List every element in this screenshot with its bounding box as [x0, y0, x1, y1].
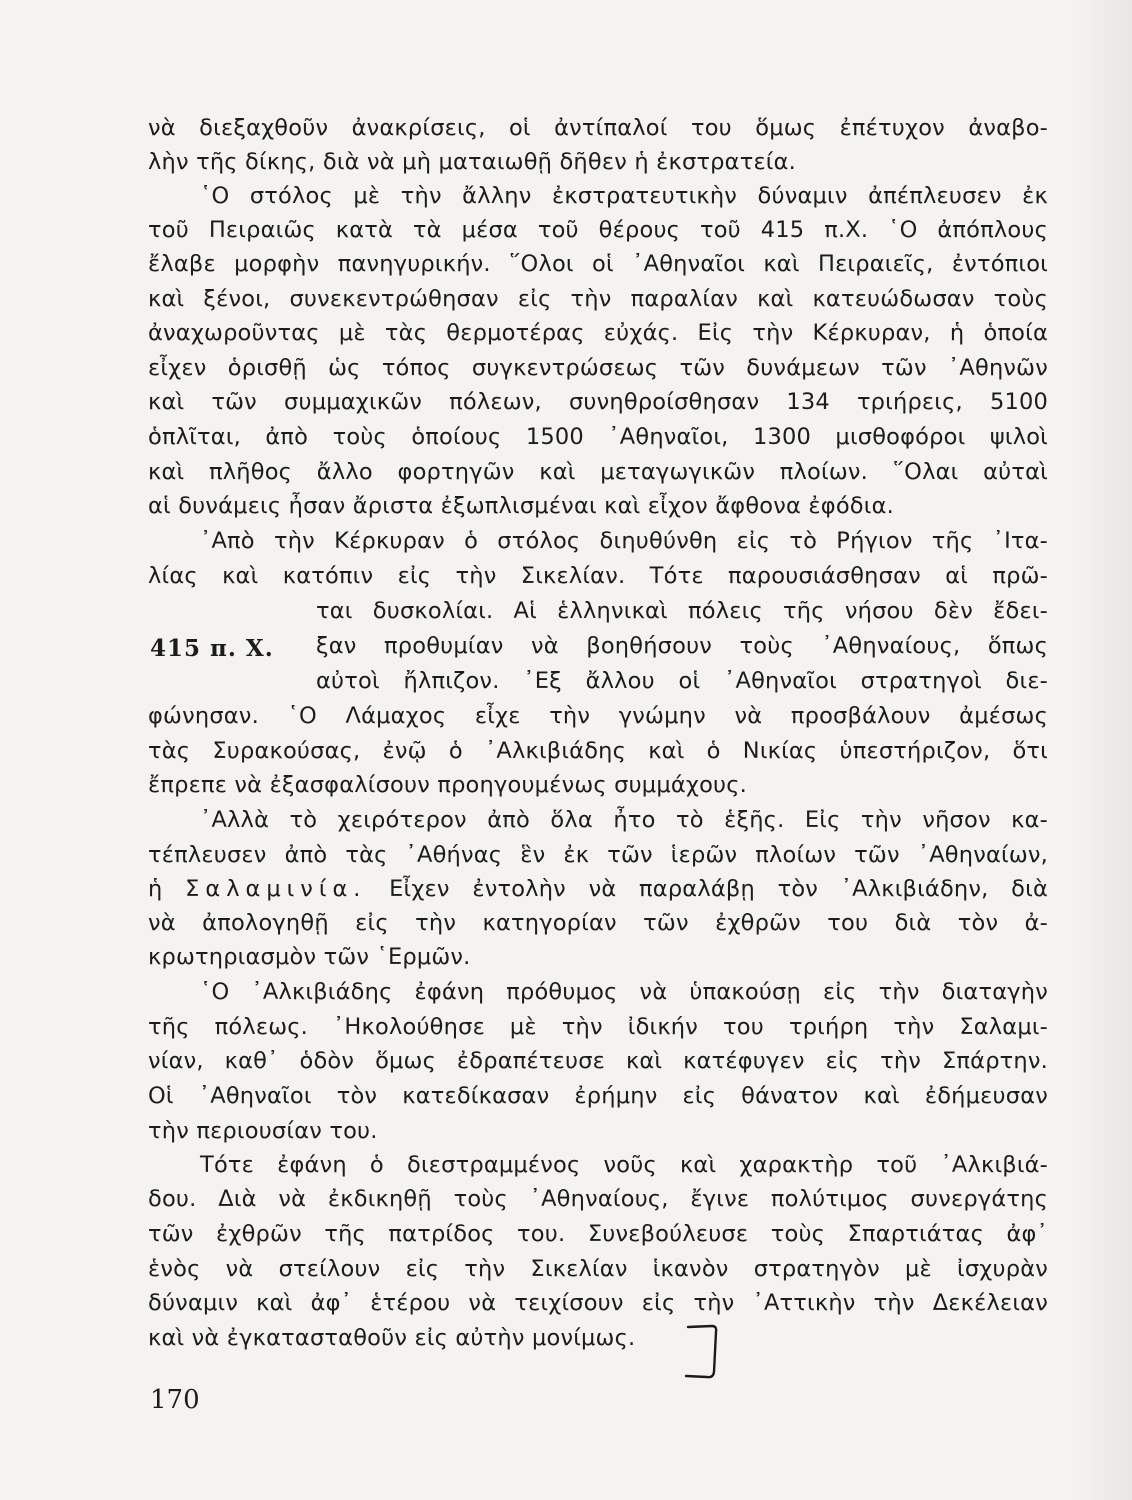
page-edge-shadow	[1072, 0, 1132, 1500]
text-line: τῆς πόλεως. ᾿Ηκολούθησε μὲ τὴν ἰδικήν του τριήρη τὴν Σαλαμι-	[148, 1014, 1048, 1040]
text-line: Τότε ἐφάνη ὁ διεστραμμένος νοῦς καὶ χαρακτὴρ τοῦ ᾿Αλκιβιά-	[200, 1152, 1048, 1178]
text-line: τὰς Συρακούσας, ἐνῷ ὁ ᾿Αλκιβιάδης καὶ ὁ Νικίας ὑπεστήριζον, ὅτι	[148, 738, 1048, 764]
text-line: ξαν προθυμίαν νὰ βοηθήσουν τοὺς ᾿Αθηναίους, ὅπως	[316, 633, 1048, 659]
text-line: τέπλευσεν ἀπὸ τὰς ᾿Αθήνας ἓν ἐκ τῶν ἱερῶν πλοίων τῶν ᾿Αθηναίων,	[148, 842, 1048, 868]
text-line: καὶ ξένοι, συνεκεντρώθησαν εἰς τὴν παραλίαν καὶ κατευώδωσαν τοὺς	[148, 286, 1048, 312]
text-line: φώνησαν. ῾Ο Λάμαχος εἶχε τὴν γνώμην νὰ προσβάλουν ἀμέσως	[148, 703, 1048, 729]
text-line: δου. Διὰ νὰ ἐκδικηθῇ τοὺς ᾿Αθηναίους, ἔγινε πολύτιμος συνεργάτης	[148, 1186, 1048, 1212]
text-line: καὶ πλῆθος ἄλλο φορτηγῶν καὶ μεταγωγικῶν πλοίων. ῞Ολαι αὐταὶ	[148, 459, 1048, 485]
page-number: 170	[150, 1385, 200, 1415]
text-line: νὰ ἀπολογηθῇ εἰς τὴν κατηγορίαν τῶν ἐχθρῶν του διὰ τὸν ἀ-	[148, 910, 1048, 936]
handwritten-bracket-mark	[682, 1324, 724, 1382]
text-line: εἶχεν ὁρισθῇ ὡς τόπος συγκεντρώσεως τῶν δυνάμεων τῶν ᾿Αθηνῶν	[148, 355, 1048, 381]
ship-name-salaminia: Σαλαμινία.	[185, 876, 367, 902]
text-line-remainder: Εἶχεν ἐντολὴν νὰ παραλάβῃ τὸν ᾿Αλκιβιάδην, διὰ	[389, 876, 1048, 902]
text-line: τοῦ Πειραιῶς κατὰ τὰ μέσα τοῦ θέρους τοῦ 415 π.Χ. ῾Ο ἀπόπλους	[148, 217, 1048, 243]
marginal-date-note: 415 π. Χ.	[150, 635, 274, 662]
text-line: τὴν περιουσίαν του.	[148, 1118, 378, 1144]
text-line: λὴν τῆς δίκης, διὰ νὰ μὴ ματαιωθῇ δῆθεν ἡ ἐκστρατεία.	[148, 149, 797, 175]
text-line: αὐτοὶ ἤλπιζον. ᾿Εξ ἄλλου οἱ ᾿Αθηναῖοι στρατηγοὶ διε-	[316, 668, 1048, 694]
text-line: ἔλαβε μορφὴν πανηγυρικήν. ῞Ολοι οἱ ᾿Αθηναῖοι καὶ Πειραιεῖς, ἐντόπιοι	[148, 251, 1048, 277]
text-line: ῾Ο ᾿Αλκιβιάδης ἐφάνη πρόθυμος νὰ ὑπακούσῃ εἰς τὴν διαταγὴν	[200, 979, 1048, 1005]
text-line: νὰ διεξαχθοῦν ἀνακρίσεις, οἱ ἀντίπαλοί του ὅμως ἐπέτυχον ἀναβο-	[148, 115, 1048, 141]
text-line-salaminia	[148, 873, 1048, 905]
text-line: κρωτηριασμὸν τῶν ῾Ερμῶν.	[148, 944, 471, 970]
text-line: ἑνὸς νὰ στείλουν εἰς τὴν Σικελίαν ἱκανὸν στρατηγὸν μὲ ἰσχυρὰν	[148, 1256, 1048, 1282]
text-line: ὁπλῖται, ἀπὸ τοὺς ὁποίους 1500 ᾿Αθηναῖοι, 1300 μισθοφόροι ψιλοὶ	[148, 424, 1048, 450]
text-line: ἔπρεπε νὰ ἐξασφαλίσουν προηγουμένως συμμάχους.	[148, 772, 748, 798]
text-line: ἀναχωροῦντας μὲ τὰς θερμοτέρας εὐχάς. Εἰς τὴν Κέρκυραν, ἡ ὁποία	[148, 320, 1048, 346]
text-line: νίαν, καθ᾿ ὁδὸν ὅμως ἐδραπέτευσε καὶ κατέφυγεν εἰς τὴν Σπάρτην.	[148, 1048, 1048, 1074]
text-line: Οἱ ᾿Αθηναῖοι τὸν κατεδίκασαν ἐρήμην εἰς θάνατον καὶ ἐδήμευσαν	[148, 1083, 1048, 1109]
text-line: ῾Ο στόλος μὲ τὴν ἄλλην ἐκστρατευτικὴν δύναμιν ἀπέπλευσεν ἐκ	[200, 183, 1048, 209]
article-word: ἡ	[148, 876, 163, 902]
text-line: ται δυσκολίαι. Αἱ ἑλληνικαὶ πόλεις τῆς νήσου δὲν ἔδει-	[316, 598, 1048, 624]
text-line: αἱ δυνάμεις ἦσαν ἄριστα ἐξωπλισμέναι καὶ εἶχον ἄφθονα ἐφόδια.	[148, 493, 894, 519]
text-line: καὶ τῶν συμμαχικῶν πόλεων, συνηθροίσθησαν 134 τριήρεις, 5100	[148, 389, 1048, 415]
text-line: τῶν ἐχθρῶν τῆς πατρίδος του. Συνεβούλευσε τοὺς Σπαρτιάτας ἀφ᾿	[148, 1221, 1048, 1247]
text-line: λίας καὶ κατόπιν εἰς τὴν Σικελίαν. Τότε παρουσιάσθησαν αἱ πρῶ-	[148, 563, 1048, 589]
text-line: καὶ νὰ ἐγκατασταθοῦν εἰς αὐτὴν μονίμως.	[148, 1325, 636, 1351]
text-line: δύναμιν καὶ ἀφ᾿ ἑτέρου νὰ τειχίσουν εἰς τὴν ᾿Αττικὴν τὴν Δεκέλειαν	[148, 1290, 1048, 1316]
text-line: ᾿Απὸ τὴν Κέρκυραν ὁ στόλος διηυθύνθη εἰς τὸ Ρήγιον τῆς ᾿Ιτα-	[200, 528, 1048, 554]
text-line: ᾿Αλλὰ τὸ χειρότερον ἀπὸ ὅλα ἦτο τὸ ἑξῆς. Εἰς τὴν νῆσον κα-	[200, 807, 1048, 833]
